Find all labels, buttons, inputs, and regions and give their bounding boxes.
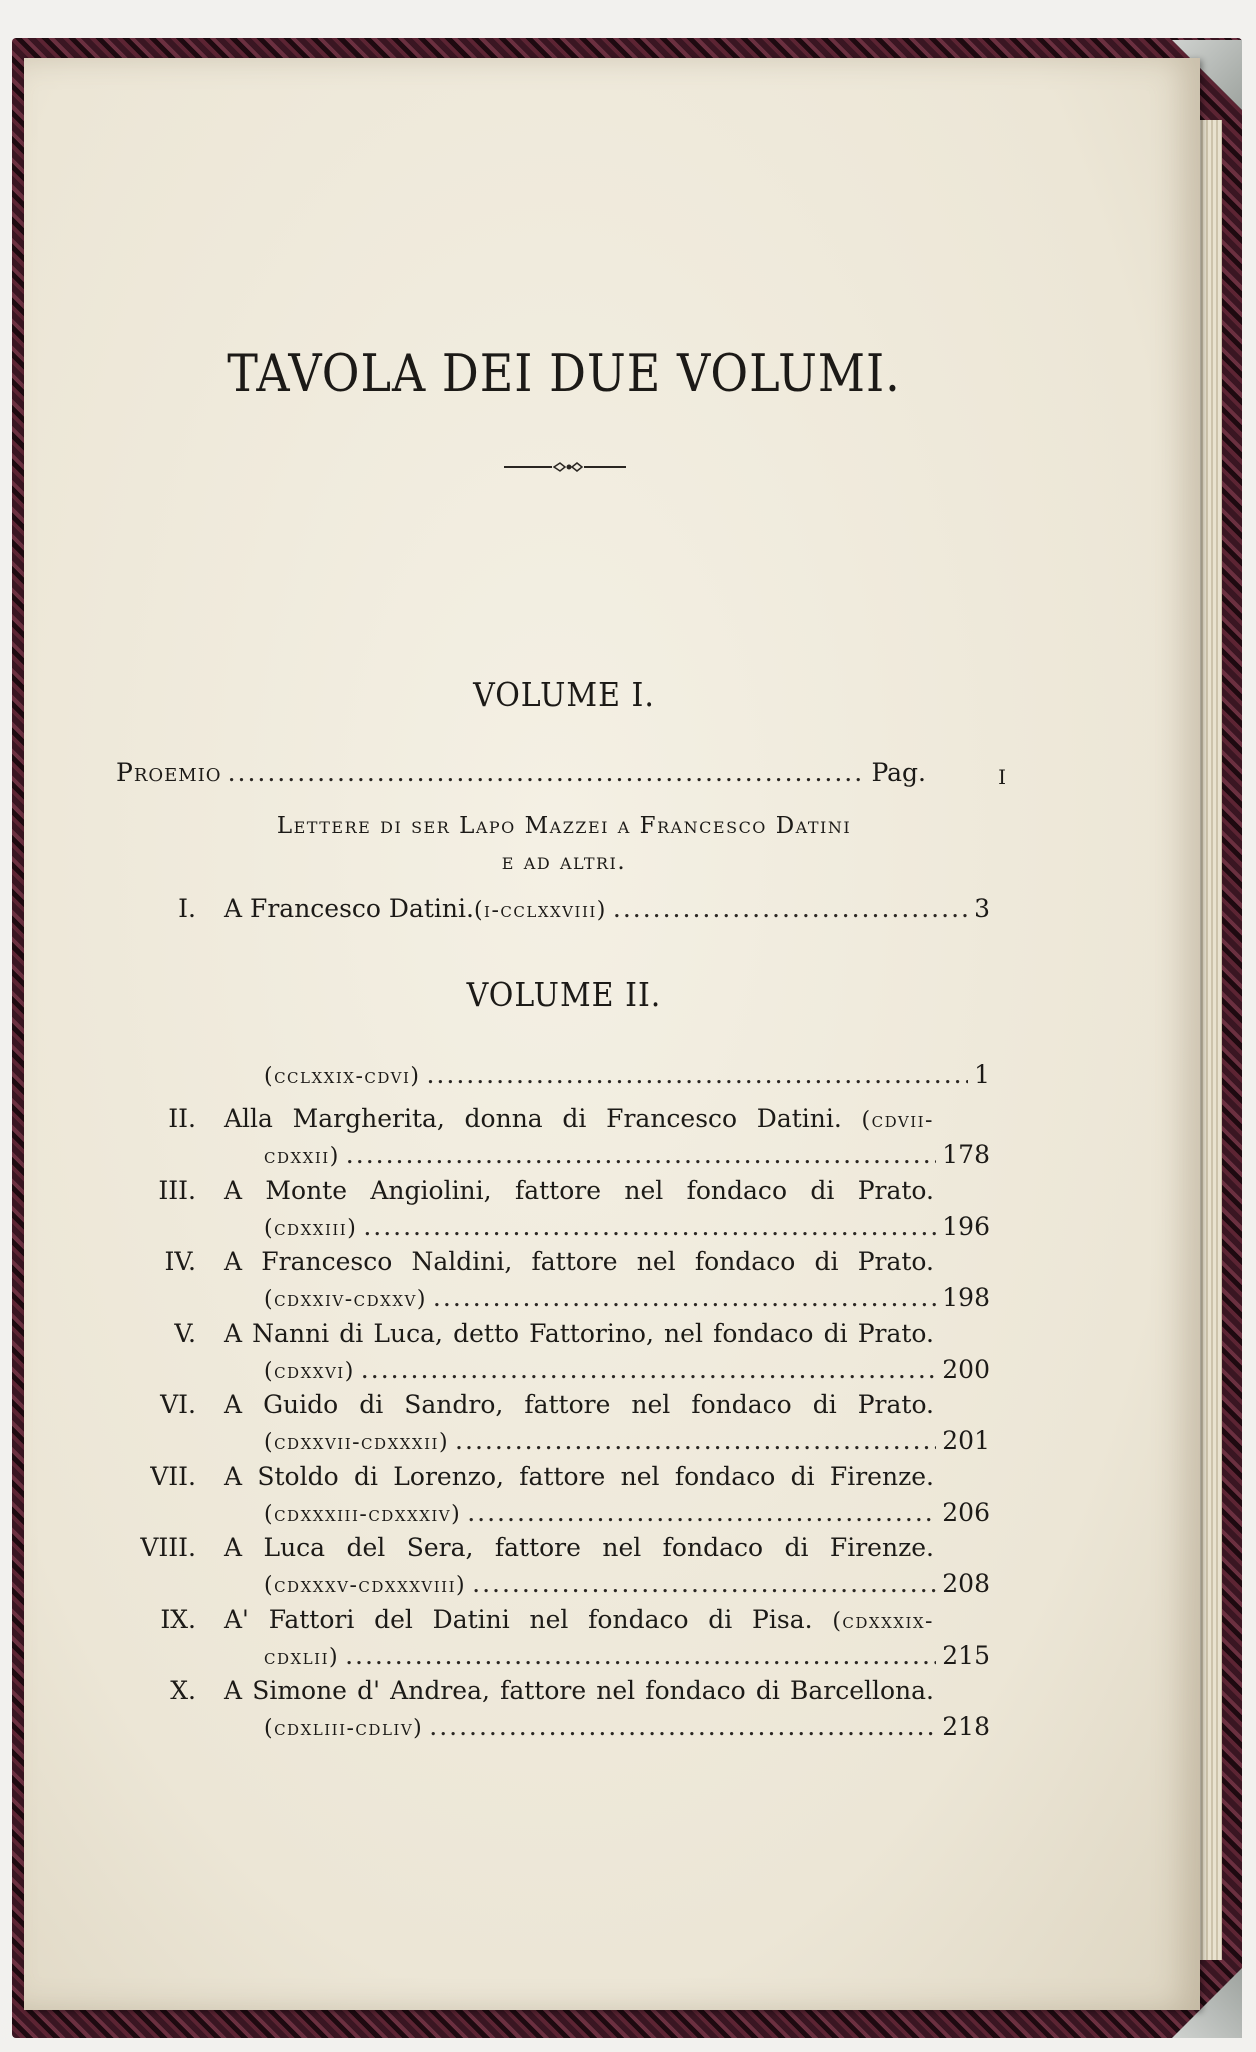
dot-leader [228, 756, 866, 790]
toc-row-continuation [264, 1210, 990, 1244]
page-title: TAVOLA DEI DUE VOLUMI. [227, 342, 901, 404]
entry-page-number: 215 [942, 1641, 990, 1670]
entry-page-number: 200 [942, 1355, 990, 1384]
entry-range-start: (cdxxxix- [832, 1609, 934, 1634]
toc-row-proemio [116, 756, 926, 790]
section-heading-line2: e ad altri. [501, 849, 627, 875]
entry-text: A Nanni di Luca, detto Fattorino, nel fondaco di Prato. [224, 1319, 934, 1348]
dot-leader [346, 1138, 936, 1172]
toc-row-continuation [264, 1496, 990, 1530]
entry-page-number: 198 [942, 1283, 990, 1312]
toc-row-continuation [264, 1424, 990, 1458]
pag-label: Pag. [871, 758, 926, 787]
entry-page-number: 201 [942, 1426, 990, 1455]
entry-page-number: 196 [942, 1212, 990, 1241]
entry-range: (cdxxxiii-cdxxxiv) [264, 1502, 462, 1527]
entry-range: (cdxxxv-cdxxxviii) [264, 1573, 467, 1598]
entry-page-number: 178 [942, 1140, 990, 1169]
dot-leader [361, 1353, 936, 1387]
toc-row-volume1-entry [224, 892, 990, 926]
toc-row-continuation [264, 1281, 990, 1315]
entry-range: (cdxxiv-cdxxv) [264, 1287, 427, 1312]
toc-row-volume2-first [264, 1058, 990, 1092]
entry-numeral: V. [174, 1319, 196, 1348]
dot-leader [429, 1710, 936, 1744]
entry-range: (i-cclxxviii) [473, 898, 607, 923]
entry-numeral: IV. [164, 1247, 196, 1276]
entry-text: Alla Margherita, donna di Francesco Datini. [224, 1104, 862, 1133]
dot-leader [345, 1639, 936, 1673]
entry-page-number: 3 [974, 894, 990, 923]
entry-numeral: IX. [160, 1605, 196, 1634]
dot-leader [455, 1424, 936, 1458]
toc-row-continuation [264, 1639, 990, 1673]
entry-range: (cdxliii-cdliv) [264, 1716, 424, 1741]
entry-page-number: 1 [974, 1060, 990, 1089]
entry-range: (cdxxvi) [264, 1359, 355, 1384]
toc-row-continuation [264, 1567, 990, 1601]
entry-numeral: VI. [160, 1390, 196, 1419]
entry-text: A Francesco Datini. [224, 894, 474, 923]
dot-leader [613, 892, 968, 926]
entry-numeral: VII. [150, 1462, 196, 1491]
entry-range: cdxlii) [264, 1645, 340, 1670]
entry-title-line [224, 1245, 934, 1279]
entry-range: cdxxii) [264, 1144, 340, 1169]
entry-text: A Monte Angiolini, fattore nel fondaco di Prato. [224, 1176, 934, 1205]
entry-page-number: 208 [942, 1569, 990, 1598]
entry-title-line [224, 1460, 934, 1494]
dot-leader [472, 1567, 936, 1601]
page-edges [1198, 120, 1222, 1960]
volume-2-heading: VOLUME II. [466, 976, 662, 1015]
entry-numeral: VIII. [140, 1533, 196, 1562]
entry-title-line [224, 1317, 934, 1351]
entry-text: A Guido di Sandro, fattore nel fondaco di Prato. [224, 1390, 934, 1419]
entry-title-line [224, 1388, 934, 1422]
entry-numeral: III. [158, 1176, 196, 1205]
dot-leader [426, 1058, 968, 1092]
entry-range-start: (cdvii- [861, 1108, 934, 1133]
entry-numeral: II. [168, 1104, 196, 1133]
dot-leader [363, 1210, 936, 1244]
volume-1-heading: VOLUME I. [473, 676, 655, 715]
dot-leader [467, 1496, 936, 1530]
entry-title-line [224, 1531, 934, 1565]
toc-row-continuation [264, 1710, 990, 1744]
entry-page-number: 206 [942, 1498, 990, 1527]
entry-title-line [224, 1674, 934, 1708]
proemio-label: Proemio [116, 758, 222, 787]
entry-numeral: I. [178, 894, 196, 923]
book-page [24, 58, 1200, 2010]
entry-text: A Francesco Naldini, fattore nel fondaco di Prato. [224, 1247, 934, 1276]
entry-title-line [224, 1102, 934, 1136]
entry-title-line [224, 1174, 934, 1208]
toc-row-continuation [264, 1353, 990, 1387]
entry-text: A' Fattori del Datini nel fondaco di Pisa. [224, 1605, 833, 1634]
entry-range: (cdxxiii) [264, 1216, 358, 1241]
entry-range: (cdxxvii-cdxxxii) [264, 1430, 450, 1455]
entry-text: A Stoldo di Lorenzo, fattore nel fondaco di Firenze. [224, 1462, 934, 1491]
dot-leader [433, 1281, 936, 1315]
entry-text: A Simone d' Andrea, fattore nel fondaco di Barcellona. [224, 1676, 934, 1705]
entry-numeral: X. [170, 1676, 196, 1705]
entry-range: (cclxxix-cdvi) [264, 1064, 421, 1089]
entry-page-number: 218 [942, 1712, 990, 1741]
divider-ornament-icon [504, 460, 626, 474]
toc-row-continuation [264, 1138, 990, 1172]
entry-text: A Luca del Sera, fattore nel fondaco di Firenze. [224, 1533, 934, 1562]
proemio-page-number: I [998, 765, 1006, 789]
entry-title-line [224, 1603, 934, 1637]
section-heading-line1: Lettere di ser Lapo Mazzei a Francesco Datini [276, 813, 852, 839]
